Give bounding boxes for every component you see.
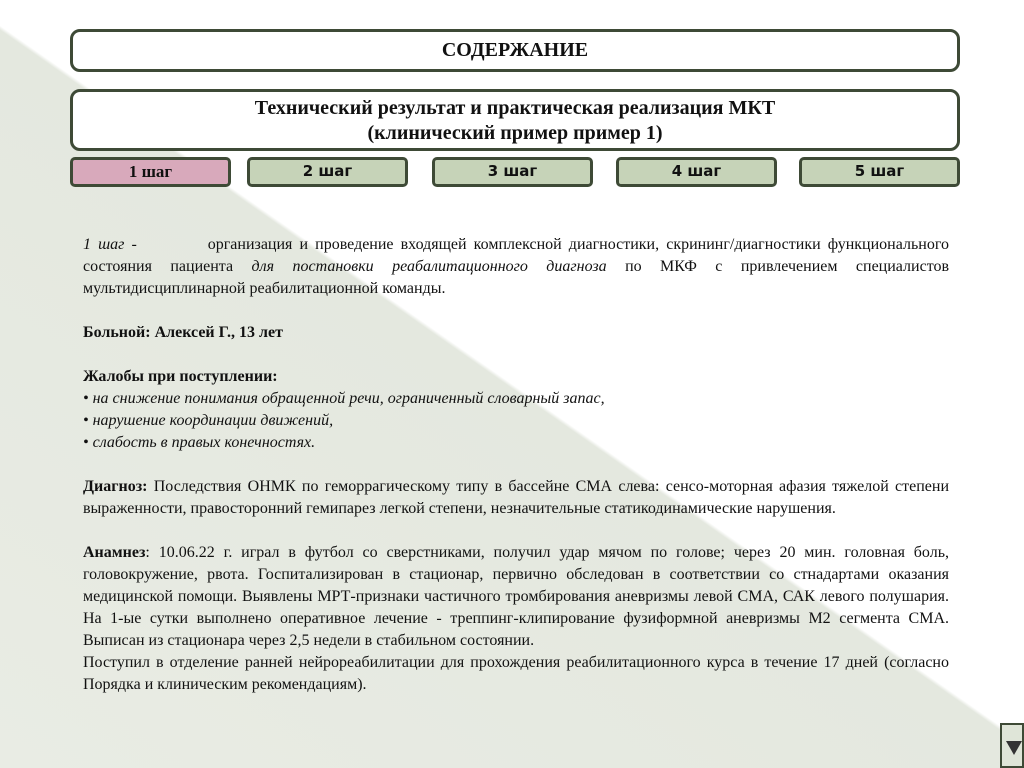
next-slide-button[interactable] [1000, 723, 1024, 768]
patient-name: Больной: Алексей Г., 13 лет [83, 324, 283, 341]
patient-info [83, 322, 949, 344]
complaint-text-3: • слабость в правых конечностях. [83, 434, 316, 451]
complaint-item [83, 432, 949, 454]
diagnosis-label: Диагноз: [83, 478, 148, 495]
section-title-line1: Технический результат и практическая реализация МКТ [254, 97, 776, 119]
complaints-heading: Жалобы при поступлении: [83, 368, 278, 385]
diagnosis-text: Последствия ОНМК по геморрагическому типу в бассейне СМА слева: сенсо-моторная афазия тяжелой степени выраженности, правосторонний гемипарез легкой степени, незначительные статикодинамические нарушения. [83, 478, 950, 517]
diagnosis [83, 476, 949, 520]
step-2-button[interactable]: 2 шаг [247, 157, 408, 187]
anamnesis-label: Анамнез [83, 544, 146, 561]
anamnesis-text: : 10.06.22 г. играл в футбол со сверстниками, получил удар мячом по голове; через 20 мин. головная боль, головокружение, рвота. Госпитализирован в стационар, первично обследован в соответствии со стнадартами оказания медицинской помощи. Выявлены МРТ-признаки частичного тромбирования аневризмы левой СМА, САК левого полушария. На 1-ые сутки выполнено оперативное лечение - треппинг-клипирование фузиформной аневризмы М2 сегмента СМА. Выписан из стационара через 2,5 недели в стабильном состоянии. [83, 544, 949, 649]
complaints-title [83, 366, 949, 388]
step-5-button[interactable]: 5 шаг [799, 157, 960, 187]
content-body [83, 234, 949, 696]
complaint-item [83, 388, 949, 410]
step-3-button[interactable]: 3 шаг [432, 157, 593, 187]
anamnesis [83, 542, 949, 652]
page-title: СОДЕРЖАНИЕ [70, 29, 960, 72]
step-4-button[interactable]: 4 шаг [616, 157, 777, 187]
complaint-text-1: • на снижение понимания обращенной речи, ограниченный словарный запас, [83, 390, 605, 407]
step-intro-italic: для постановки реабалитационного диагноза [251, 258, 607, 275]
arrow-down-icon [1006, 741, 1022, 755]
step-intro-text1: организация и проведение входящей комплексной диагностики, скрининг/диагностики функционального состояния пациента [83, 236, 949, 275]
step-description [83, 234, 949, 300]
section-title-line2: (клинический пример пример 1) [367, 122, 663, 144]
admission: Поступил в отделение ранней нейрореабилитации для прохождения реабилитационного курса в течение 17 дней (согласно Порядка и клиническим рекомендациям). [83, 654, 949, 693]
step-intro-text2: по МКФ с привлечением специалистов мультидисциплинарной реабилитационной команды. [83, 258, 950, 297]
step-intro-label: 1 шаг - [83, 236, 137, 253]
section-title [70, 89, 960, 151]
complaint-item [83, 410, 949, 432]
complaint-text-2: • нарушение координации движений, [83, 412, 334, 429]
step-1-button[interactable]: 1 шаг [70, 157, 231, 187]
